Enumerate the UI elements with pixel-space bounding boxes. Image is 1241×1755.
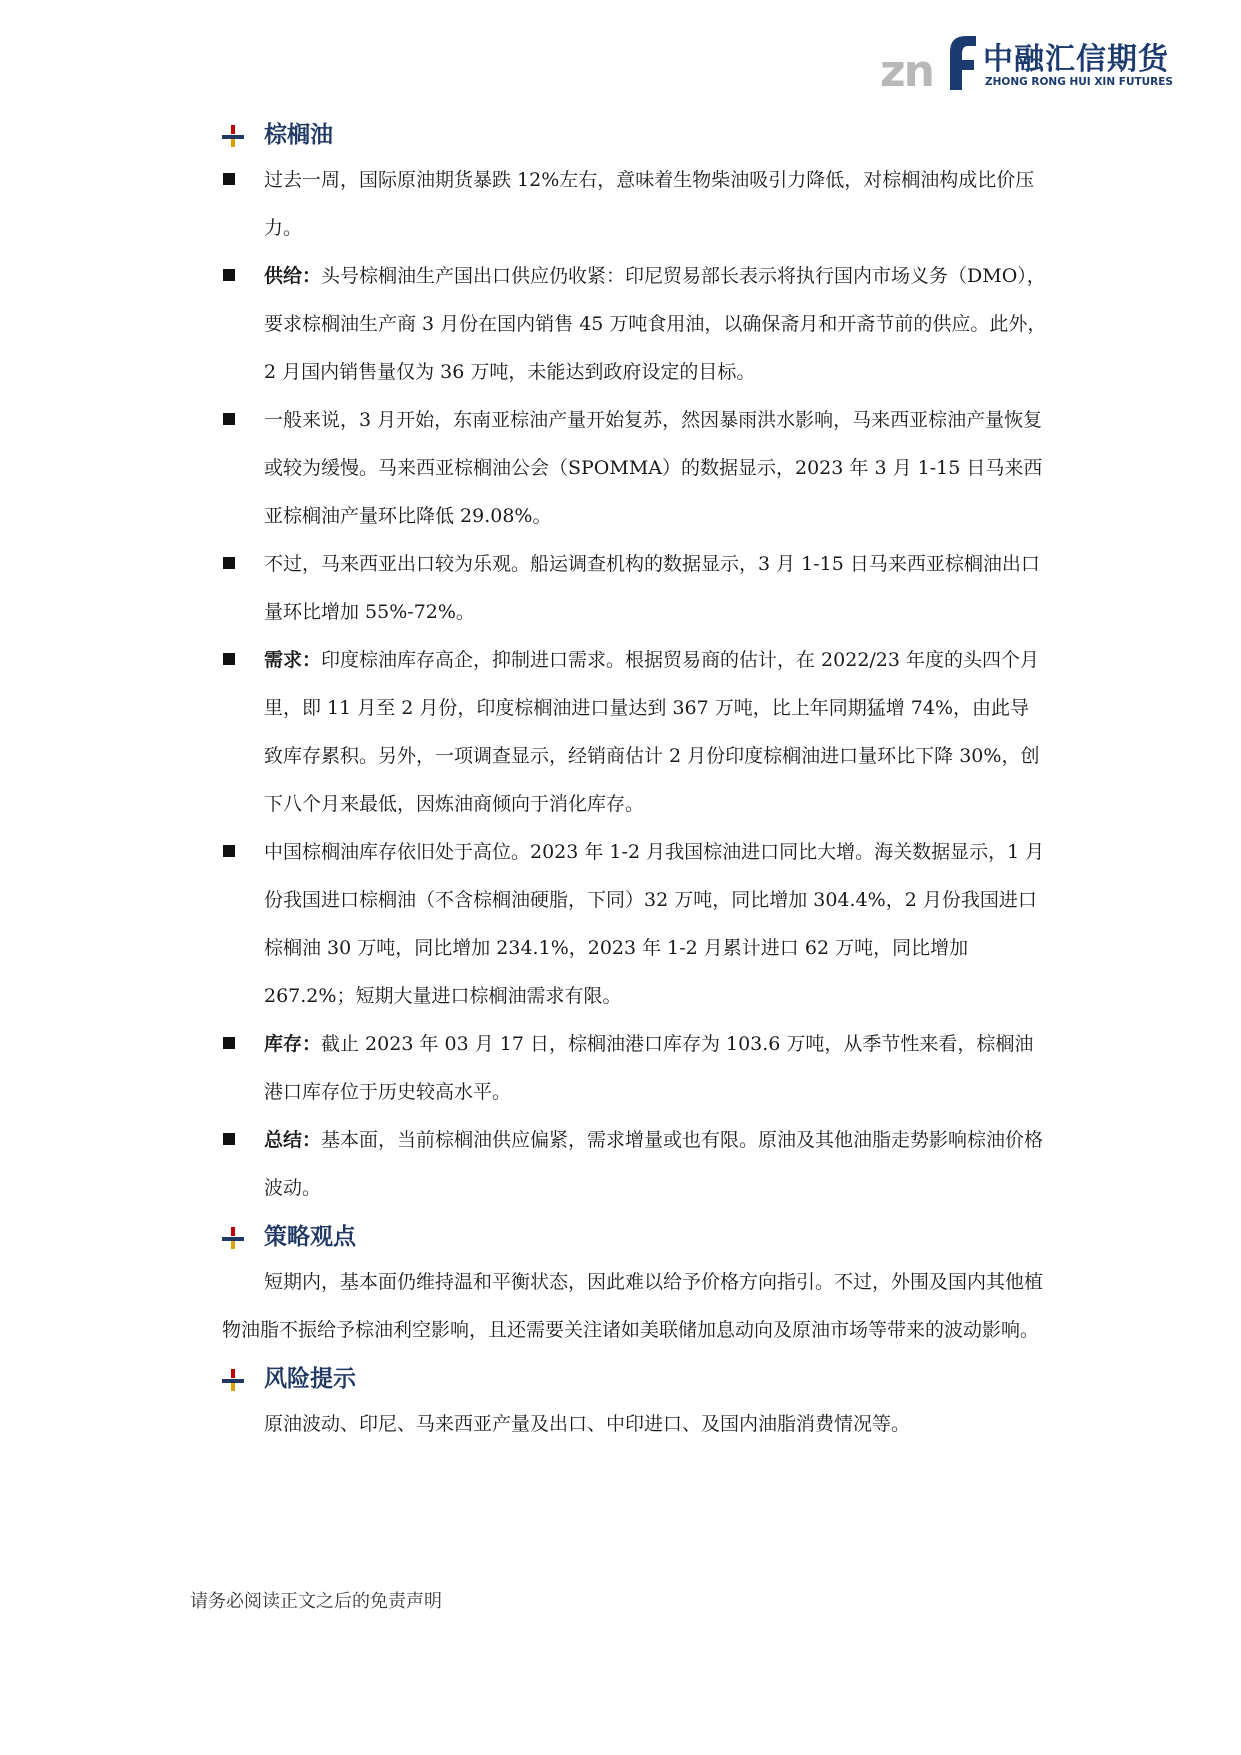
report-body [222,110,1048,1448]
bullet-label: 库存： [264,1033,322,1055]
bullet-item: 不过，马来西亚出口较为乐观。船运调查机构的数据显示，3 月 1-15 日马来西亚棕榈油出口量环比增加 55%-72%。 [222,540,1048,636]
znf-logo-mark [880,30,980,92]
disclaimer-footer: 请务必阅读正文之后的免责声明 [190,1591,442,1612]
bullet-item-demand: 需求：印度棕油库存高企，抑制进口需求。根据贸易商的估计，在 2022/23 年度的头四个月里，即 11 月至 2 月份，印度棕榈油进口量达到 367 万吨，比上年同期猛增 74%，由此导致库存累积。另外，一项调查显示，经销商估计 2 月份印度棕榈油进口量环比下降 30%，创下八个月来最低，因炼油商倾向于消化库存。 [222,636,1048,828]
logo-name-cn: 中融汇信期货 [983,42,1169,77]
section-heading-strategy [222,1212,1048,1258]
bullet-square-icon [223,653,235,665]
company-logo [880,26,1180,96]
section-title: 策略观点 [264,1224,356,1250]
section-heading-palm-oil [222,110,1048,156]
bullet-item: 一般来说，3 月开始，东南亚棕油产量开始复苏，然因暴雨洪水影响，马来西亚棕油产量恢复或较为缓慢。马来西亚棕榈油公会（SPOMMA）的数据显示，2023 年 3 月 1-15 日马来西亚棕榈油产量环比降低 29.08%。 [222,396,1048,540]
section-title: 棕榈油 [264,122,333,148]
bullet-label: 总结： [264,1129,322,1151]
bullet-item-supply: 供给：头号棕榈油生产国出口供应仍收紧：印尼贸易部长表示将执行国内市场义务（DMO），要求棕榈油生产商 3 月份在国内销售 45 万吨食用油，以确保斋月和开斋节前的供应。此外，2 月国内销售量仅为 36 万吨，未能达到政府设定的目标。 [222,252,1048,396]
bullet-label: 需求： [264,649,322,671]
bullet-square-icon [223,845,235,857]
svg-text:zn: zn [880,46,933,92]
risk-paragraph: 原油波动、印尼、马来西亚产量及出口、中印进口、及国内油脂消费情况等。 [264,1413,911,1435]
section-title: 风险提示 [264,1366,356,1392]
bullet-square-icon [223,413,235,425]
bullet-square-icon [223,1037,235,1049]
bullet-square-icon [223,1133,235,1145]
section-marker-icon [222,1227,244,1249]
bullet-item: 中国棕榈油库存依旧处于高位。2023 年 1-2 月我国棕油进口同比大增。海关数据显示，1 月份我国进口棕榈油（不含棕榈油硬脂，下同）32 万吨，同比增加 304.4%，2 月份我国进口棕榈油 30 万吨，同比增加 234.1%，2023 年 1-2 月累计进口 62 万吨，同比增加 267.2%；短期大量进口棕榈油需求有限。 [222,828,1048,1020]
bullet-label: 供给： [264,265,322,287]
section-marker-icon [222,125,244,147]
strategy-paragraph: 短期内，基本面仍维持温和平衡状态，因此难以给予价格方向指引。不过，外围及国内其他植物油脂不振给予棕油利空影响，且还需要关注诸如美联储加息动向及原油市场等带来的波动影响。 [222,1271,1044,1341]
bullet-square-icon [223,557,235,569]
bullet-item-inventory: 库存：截止 2023 年 03 月 17 日，棕榈油港口库存为 103.6 万吨，从季节性来看，棕榈油港口库存位于历史较高水平。 [222,1020,1048,1116]
bullet-square-icon [223,173,235,185]
bullet-item: 过去一周，国际原油期货暴跌 12%左右，意味着生物柴油吸引力降低，对棕榈油构成比价压力。 [222,156,1048,252]
bullet-item-summary: 总结：基本面，当前棕榈油供应偏紧，需求增量或也有限。原油及其他油脂走势影响棕油价格波动。 [222,1116,1048,1212]
section-marker-icon [222,1369,244,1391]
section-heading-risk [222,1354,1048,1400]
logo-name-en: ZHONG RONG HUI XIN FUTURES [985,76,1173,88]
bullet-square-icon [223,269,235,281]
